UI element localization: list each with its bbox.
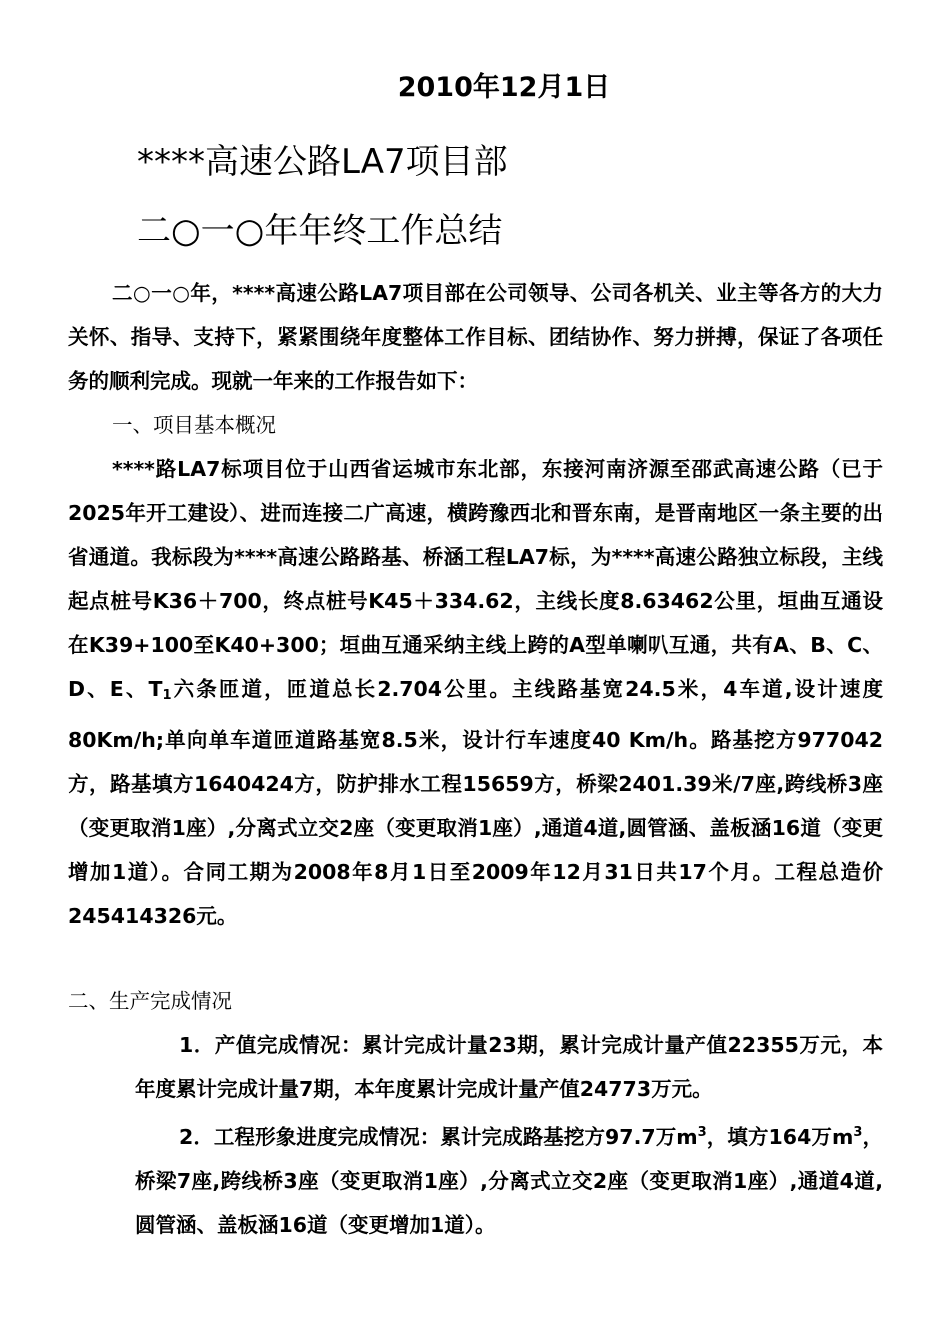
document-date: 2010年12月1日 xyxy=(397,72,611,103)
section2-heading: 二、生产完成情况 xyxy=(68,989,232,1013)
intro-paragraph: 二○一○年，****高速公路LA7项目部在公司领导、公司各机关、业主等各方的大力关怀、指导、支持下，紧紧围绕年度整体工作目标、团结协作、努力拼搏，保证了各项任务的顺利完成。现就一年来的工作报告如下： xyxy=(68,281,883,393)
item2-text-a: 2．工程形象进度完成情况：累计完成路基挖方97.7万m xyxy=(179,1125,698,1149)
section1-paragraph xyxy=(68,447,883,938)
section1-text-a: ****路LA7标项目位于山西省运城市东北部，东接河南济源至邵武高速公路（已于2025年开工建设）、进而连接二广高速，横跨豫西北和晋东南，是晋南地区一条主要的出省通道。我标段为****高速公路路基、桥涵工程LA7标，为****高速公路独立标段，主线起点桩号K36＋700，终点桩号K45＋334.62，主线长度8.63462公里，垣曲互通设在K39+100至K40+300；垣曲互通采纳主线上跨的A型单喇叭互通，共有A、B、C、D、E、T xyxy=(68,457,883,701)
item1-paragraph: 1．产值完成情况：累计完成计量23期，累计完成计量产值22355万元，本年度累计完成计量7期，本年度累计完成计量产值24773万元。 xyxy=(135,1033,883,1101)
section1-text-b: 六条匝道，匝道总长2.704公里。主线路基宽24.5米，4车道,设计速度80Km/h;单向单车道匝道路基宽8.5米，设计行车速度40 Km/h。路基挖方977042方，路基填方1640424方，防护排水工程15659方，桥梁2401.39米/7座,跨线桥3座（变更取消1座）,分离式立交2座（变更取消1座）,通道4道,圆管涵、盖板涵16道（变更增加1道）。合同工期为2008年8月1日至2009年12月31日共17个月。工程总造价245414326元。 xyxy=(68,677,883,928)
superscript-a: 3 xyxy=(697,1125,707,1140)
document-title-line2: 二○一○年年终工作总结 xyxy=(137,211,503,251)
item2-text-b: ，填方164万m xyxy=(706,1125,854,1149)
item2-paragraph xyxy=(135,1111,883,1247)
document-title-line1: ****高速公路LA7项目部 xyxy=(137,142,508,182)
section1-heading: 一、项目基本概况 xyxy=(112,413,276,437)
item2-text-c: ，桥梁7座,跨线桥3座（变更取消1座）,分离式立交2座（变更取消1座）,通道4道,圆管涵、盖板涵16道（变更增加1道）。 xyxy=(135,1125,884,1237)
superscript-b: 3 xyxy=(853,1125,863,1140)
subscript-1: 1 xyxy=(162,688,172,703)
